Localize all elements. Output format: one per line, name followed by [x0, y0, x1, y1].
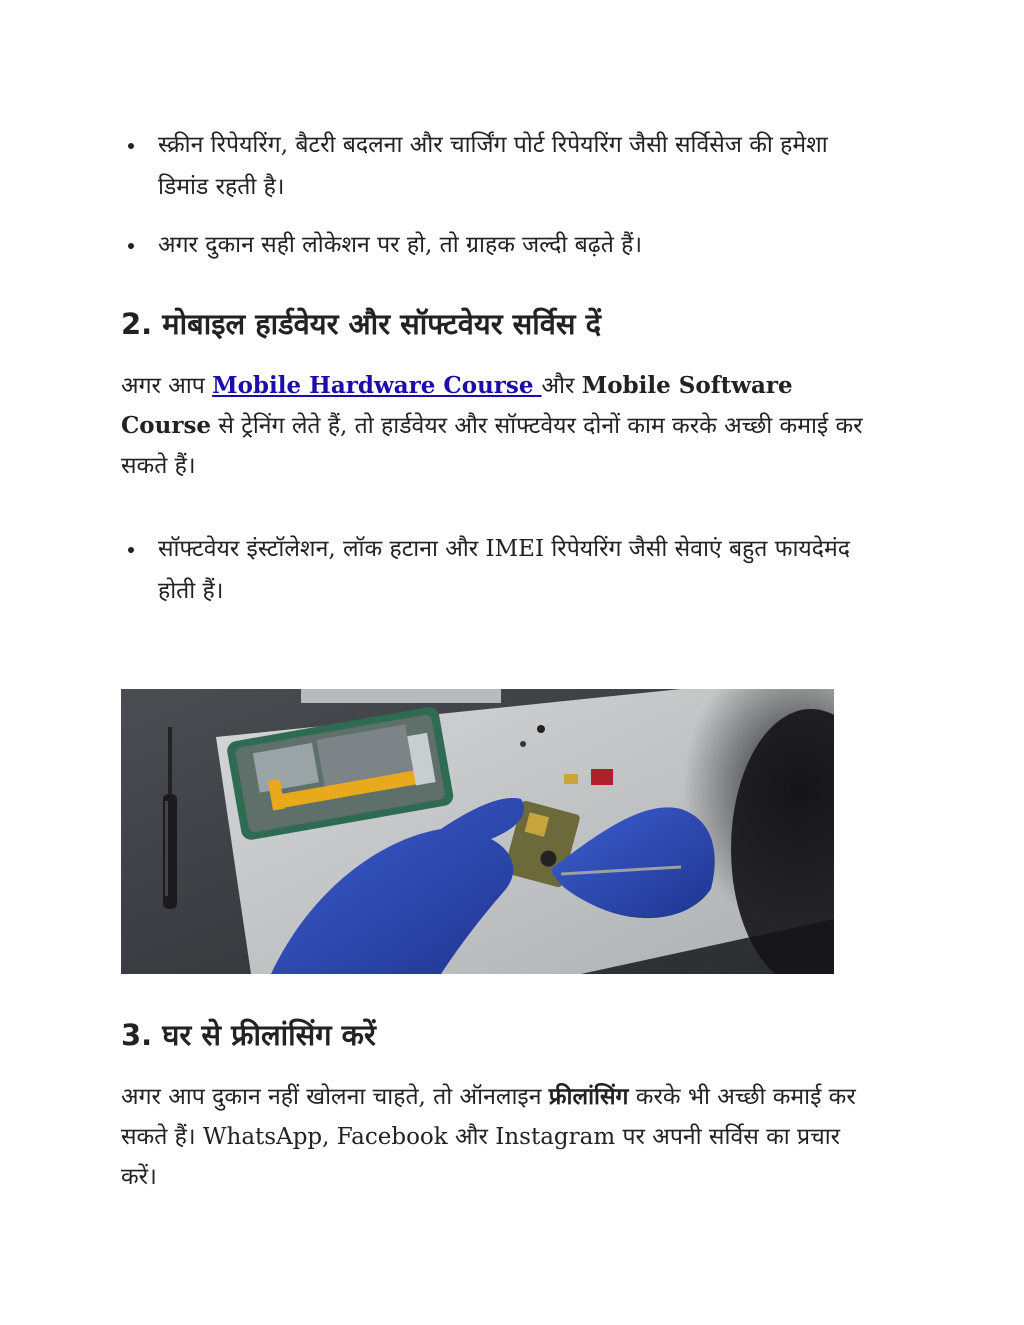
camera-part [564, 774, 578, 784]
freelancing-bold: फ्रीलांसिंग [548, 1083, 629, 1110]
bullet-dot [128, 143, 134, 149]
section1-bullet-list [121, 124, 881, 266]
para-text: अगर आप [121, 373, 213, 399]
mobile-repair-photo [121, 689, 834, 974]
mobile-hardware-course-link[interactable]: Mobile Hardware Course [212, 372, 542, 399]
para-text: करके भी अच्छी कमाई कर सकते हैं। WhatsApp, Facebook और Instagram पर अपनी सर्विस का प्रचार करें। [121, 1084, 856, 1190]
section2-heading-wrap [121, 304, 881, 344]
list-item-text: सॉफ्टवेयर इंस्टॉलेशन, लॉक हटाना और IMEI रिपेयरिंग जैसी सेवाएं बहुत फायदेमंद होती हैं। [158, 536, 850, 604]
para-text: अगर आप दुकान नहीं खोलना चाहते, तो ऑनलाइन [121, 1084, 549, 1110]
screwdriver-shaft [168, 727, 172, 797]
bullet-dot [128, 547, 134, 553]
list-item [121, 124, 881, 208]
section3-paragraph-wrap [121, 1077, 881, 1197]
tray-edge [301, 689, 501, 703]
screw-part [537, 725, 545, 733]
mobile-repair-illustration [121, 689, 834, 974]
section3-heading: 3. घर से फ्रीलांसिंग करें [121, 1018, 376, 1052]
section2-bullet-list [121, 528, 881, 612]
para-text: और [541, 373, 582, 399]
section3-paragraph [121, 1077, 881, 1197]
para-text: से ट्रेनिंग लेते हैं, तो हार्डवेयर और सॉफ्टवेयर दोनों काम करके अच्छी कमाई कर सकते हैं। [121, 413, 863, 479]
section2-heading: 2. मोबाइल हार्डवेयर और सॉफ्टवेयर सर्विस दें [121, 307, 602, 341]
section2-paragraph [121, 366, 881, 486]
list-item-text: अगर दुकान सही लोकेशन पर हो, तो ग्राहक जल्दी बढ़ते हैं। [158, 232, 643, 258]
bullet-dot [128, 243, 134, 249]
section2-paragraph-wrap [121, 366, 881, 486]
list-item [121, 528, 881, 612]
list-item [121, 224, 881, 266]
section3-heading-wrap [121, 1015, 881, 1055]
list-item-text: स्क्रीन रिपेयरिंग, बैटरी बदलना और चार्जिंग पोर्ट रिपेयरिंग जैसी सर्विसेज की हमेशा डिमांड रहती है। [158, 132, 828, 200]
mobile-software-course-bold: Mobile Software Course [121, 372, 793, 439]
